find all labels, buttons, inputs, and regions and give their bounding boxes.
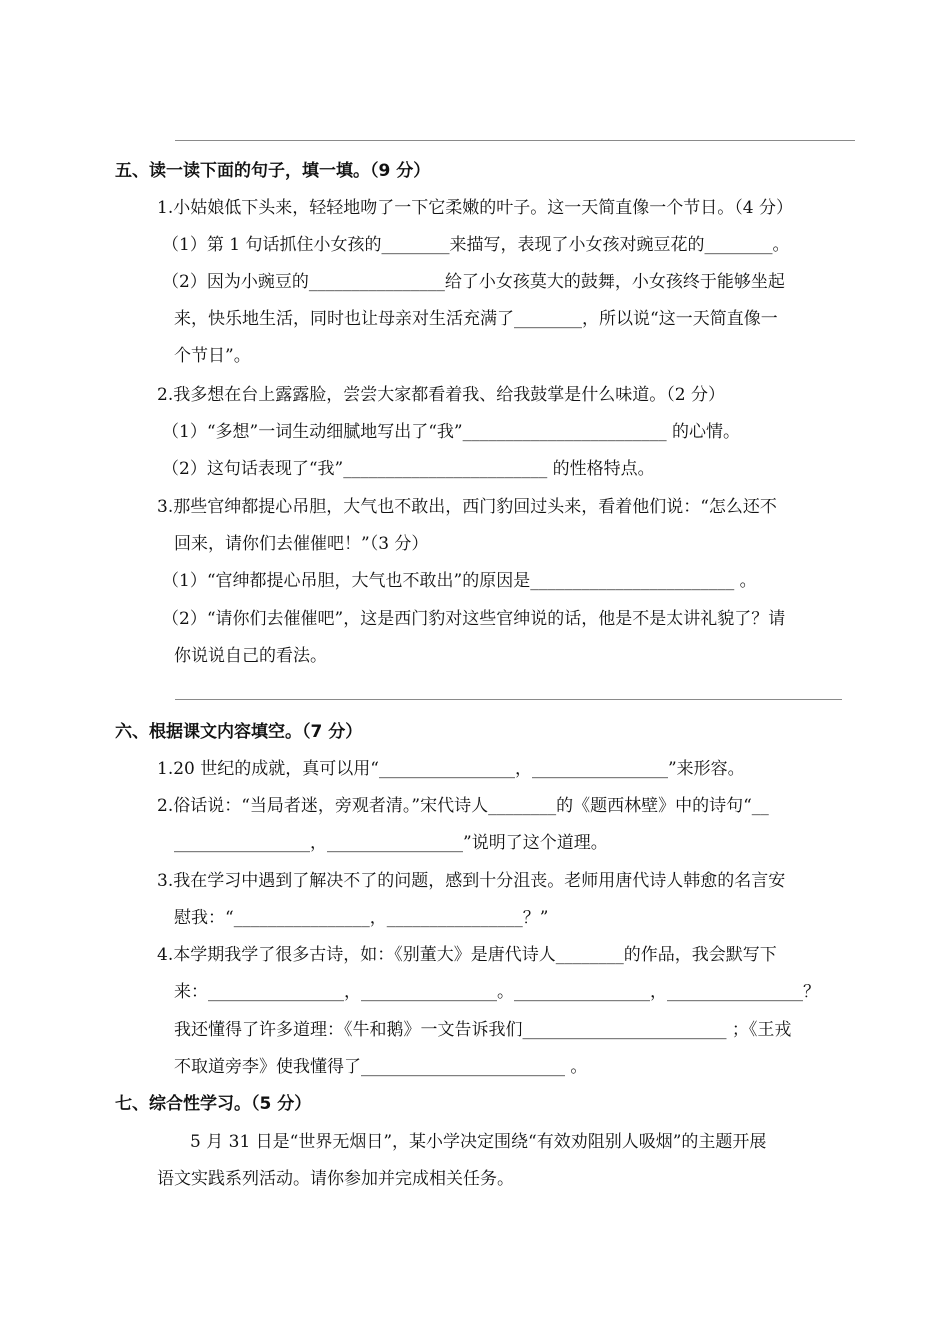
- section-6-title: 六、根据课文内容填空。（7 分）: [115, 722, 363, 742]
- s7-intro-line1: 5 月 31 日是“世界无烟日”，某小学决定围绕“有效劝阻别人吸烟”的主题开展: [190, 1132, 767, 1152]
- s6-q2-line2: ________________，________________”说明了这个道理。: [174, 833, 608, 853]
- answer-line-middle: [175, 699, 842, 700]
- s6-q1: 1.20 世纪的成就，真可以用“________________，________________”来形容。: [157, 759, 745, 779]
- s5-q3-stem-line2: 回来，请你们去催催吧！”（3 分）: [174, 534, 429, 554]
- s5-q3-stem-line1: 3.那些官绅都提心吊胆，大气也不敢出，西门豹回过头来，看着他们说：“怎么还不: [157, 497, 777, 517]
- s5-q2-stem: 2.我多想在台上露露脸，尝尝大家都看着我、给我鼓掌是什么味道。（2 分）: [157, 385, 725, 405]
- s7-intro-line2: 语文实践系列活动。请你参加并完成相关任务。: [157, 1169, 514, 1189]
- s6-q2-line1: 2.俗话说：“当局者迷，旁观者清。”宋代诗人________的《题西林壁》中的诗句“__: [157, 796, 769, 816]
- section-7-title: 七、综合性学习。（5 分）: [115, 1094, 312, 1114]
- s5-q2-part1: （1）“多想”一词生动细腻地写出了“我”________________________ 的心情。: [162, 422, 740, 442]
- s6-q3-line2: 慰我：“________________，________________？”: [174, 908, 549, 928]
- s5-q3-part1: （1）“官绅都提心吊胆，大气也不敢出”的原因是________________________ 。: [162, 571, 757, 591]
- s5-q1-part2-line1: （2）因为小豌豆的________________给了小女孩莫大的鼓舞，小女孩终于能够坐起: [162, 272, 785, 292]
- s6-q4-line2: 来：________________，________________。________________，________________？: [174, 982, 820, 1002]
- s5-q1-part2-line3: 个节日”。: [174, 346, 251, 366]
- s6-q4-line3: 我还懂得了许多道理：《牛和鹅》一文告诉我们________________________ ；《王戎: [174, 1020, 792, 1040]
- section-5-title: 五、读一读下面的句子，填一填。（9 分）: [115, 161, 431, 181]
- s5-q1-part2-line2: 来，快乐地生活，同时也让母亲对生活充满了________，所以说“这一天简直像一: [174, 309, 778, 329]
- s5-q2-part2: （2）这句话表现了“我”________________________ 的性格特点。: [162, 459, 655, 479]
- s6-q3-line1: 3.我在学习中遇到了解决不了的问题，感到十分沮丧。老师用唐代诗人韩愈的名言安: [157, 871, 786, 891]
- s6-q4-line4: 不取道旁李》使我懂得了________________________ 。: [174, 1057, 588, 1077]
- s5-q3-part2-line1: （2）“请你们去催催吧”，这是西门豹对这些官绅说的话，他是不是太讲礼貌了？请: [162, 609, 786, 629]
- s5-q1-stem: 1.小姑娘低下头来，轻轻地吻了一下它柔嫩的叶子。这一天简直像一个节日。（4 分）: [157, 198, 793, 218]
- s5-q1-part1: （1）第 1 句话抓住小女孩的________来描写，表现了小女孩对豌豆花的________。: [162, 235, 790, 255]
- s5-q3-part2-line2: 你说说自己的看法。: [174, 646, 327, 666]
- s6-q4-line1: 4.本学期我学了很多古诗，如：《别董大》是唐代诗人________的作品，我会默写下: [157, 945, 777, 965]
- answer-line-top: [175, 140, 855, 141]
